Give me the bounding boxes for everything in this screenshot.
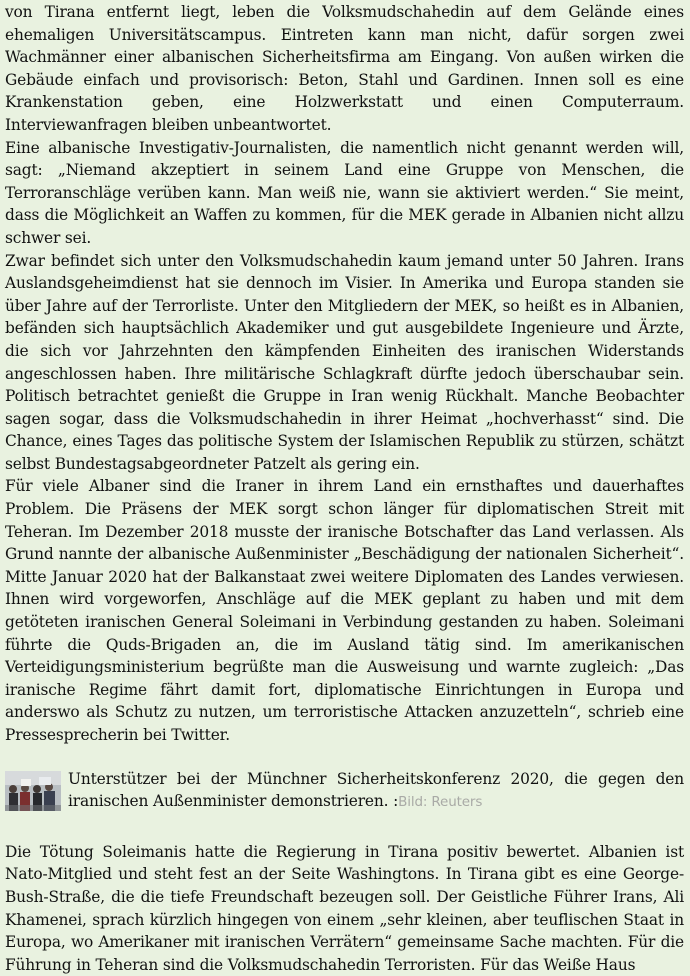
protest-photo-thumbnail[interactable] xyxy=(5,771,61,811)
article-paragraph: Die Tötung Soleimanis hatte die Regierung in Tirana positiv bewertet. Albanien ist Nato-Mitglied und steht fest an der Seite Washingtons. In Tirana gibt es eine George-Bush-Straße, die die tiefe Freundschaft bezeugen soll. Der Geistliche Führer Irans, Ali Khamenei, sprach kürzlich hingegen von einem „sehr kleinen, aber teuflischen Staat in Europa, wo Amerikaner mit iranischen Verrätern“ gemeinsame Sache machten. Für die Führung in Teheran sind die Volksmudschahedin Terroristen. Für das Weiße Haus xyxy=(5,842,684,974)
article-paragraph: Für viele Albaner sind die Iraner in ihrem Land ein ernsthaftes und dauerhaftes Problem. Die Präsens der MEK sorgt schon länger für diplomatischen Streit mit Teheran. Im Dezember 2018 musste der iranische Botschafter das Land verlassen. Als Grund nannte der albanische Außenminister „Beschädigung der nationalen Sicherheit“. Mitte Januar 2020 hat der Balkanstaat zwei weitere Diplomaten des Landes verwiesen. Ihnen wird vorgeworfen, Anschläge auf die MEK geplant zu haben und mit dem getöteten iranischen General Soleimani in Verbindung gestanden zu haben. Soleimani führte die Quds-Brigaden an, die im Ausland tätig sind. Im amerikanischen Verteidigungsministerium begrüßte man die Ausweisung und warnte zugleich: „Das iranische Regime fährt damit fort, diplomatische Einrichtungen in Europa und anderswo als Schutz zu nutzen, um terroristische Attacken anzuzetteln“, schrieb eine Pressesprecherin bei Twitter. xyxy=(5,477,684,744)
image-caption xyxy=(68,768,684,814)
photo-credit: Bild: Reuters xyxy=(398,794,483,811)
image-caption-block xyxy=(5,768,684,814)
caption-text: Unterstützer bei der Münchner Sicherheitskonferenz 2020, die gegen den iranischen Außenminister demonstrieren. : xyxy=(68,769,684,811)
article-paragraph: Zwar befindet sich unter den Volksmudschahedin kaum jemand unter 50 Jahren. Irans Auslandsgeheimdienst hat sie dennoch im Visier. In Amerika und Europa standen sie über Jahre auf der Terrorliste. Unter den Mitgliedern der MEK, so heißt es in Albanien, befänden sich hauptsächlich Akademiker und gut ausgebildete Ingenieure und Ärzte, die sich vor Jahrzehnten den kämpfenden Einheiten des iranischen Widerstands angeschlossen haben. Ihre militärische Schlagkraft dürfte jedoch überschaubar sein. Politisch betrachtet genießt die Gruppe in Iran wenig Rückhalt. Manche Beobachter sagen sogar, dass die Volksmudschahedin in ihrer Heimat „hochverhasst“ sind. Die Chance, eines Tages das politische System der Islamischen Republik zu stürzen, schätzt selbst Bundestagsabgeordneter Patzelt als gering ein. xyxy=(5,251,684,473)
protest-photo-image xyxy=(5,771,61,811)
article-paragraph: von Tirana entfernt liegt, leben die Volksmudschahedin auf dem Gelände eines ehemaligen Universitätscampus. Eintreten kann man nicht, dafür sorgen zwei Wachmänner einer albanischen Sicherheitsfirma am Eingang. Von außen wirken die Gebäude einfach und provisorisch: Beton, Stahl und Gardinen. Innen soll es eine Krankenstation geben, eine Holzwerkstatt und einen Computerraum. Interviewanfragen bleiben unbeantwortet. xyxy=(5,3,684,134)
article-paragraph: Eine albanische Investigativ-Journalisten, die namentlich nicht genannt werden will, sagt: „Niemand akzeptiert in seinem Land eine Gruppe von Menschen, die Terroranschläge verüben kann. Man weiß nie, wann sie aktiviert werden.“ Sie meint, dass die Möglichkeit an Waffen zu kommen, für die MEK gerade in Albanien nicht allzu schwer sei. xyxy=(5,138,684,247)
